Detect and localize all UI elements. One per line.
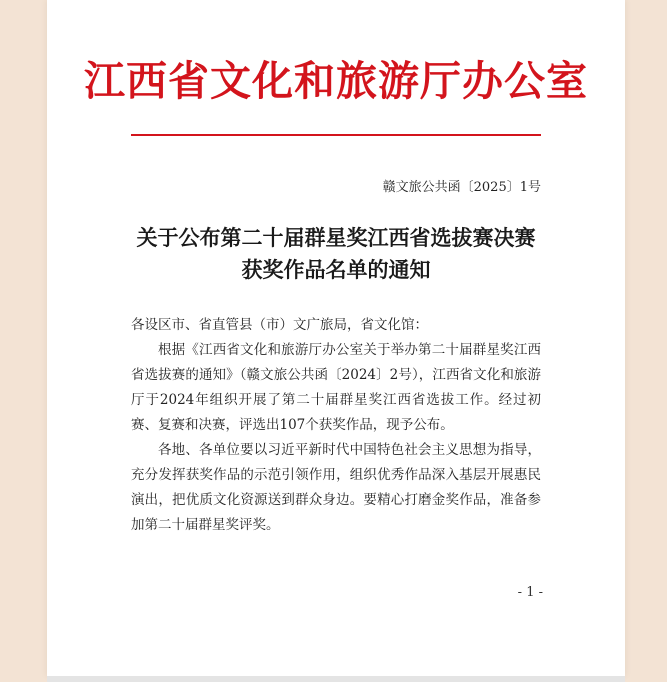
document-title bbox=[47, 222, 625, 286]
document-body bbox=[131, 313, 541, 538]
page-number: - 1 - bbox=[517, 585, 543, 600]
body-paragraph-1: 根据《江西省文化和旅游厅办公室关于举办第二十届群星奖江西省选拔赛的通知》（赣文旅公共函〔2024〕2号），江西省文化和旅游厅于2024年组织开展了第二十届群星奖江西省选拔工作。经过初赛、复赛和决赛，评选出107个获奖作品，现予公布。 bbox=[131, 342, 541, 433]
red-header-rule bbox=[131, 134, 541, 136]
document-number: 赣文旅公共函〔2025〕1号 bbox=[382, 180, 541, 195]
body-paragraph-2: 各地、各单位要以习近平新时代中国特色社会主义思想为指导，充分发挥获奖作品的示范引领作用，组织优秀作品深入基层开展惠民演出，把优质文化资源送到群众身边。要精心打磨金奖作品，准备参加第二十届群星奖评奖。 bbox=[131, 442, 541, 533]
next-page-edge bbox=[47, 676, 625, 682]
document-page bbox=[47, 0, 625, 676]
document-title-line-2: 获奖作品名单的通知 bbox=[241, 257, 431, 282]
issuing-organization-header: 江西省文化和旅游厅办公室 bbox=[84, 57, 588, 105]
salutation: 各设区市、省直管县（市）文广旅局，省文化馆： bbox=[131, 317, 428, 333]
document-title-line-1: 关于公布第二十届群星奖江西省选拔赛决赛 bbox=[136, 225, 536, 250]
